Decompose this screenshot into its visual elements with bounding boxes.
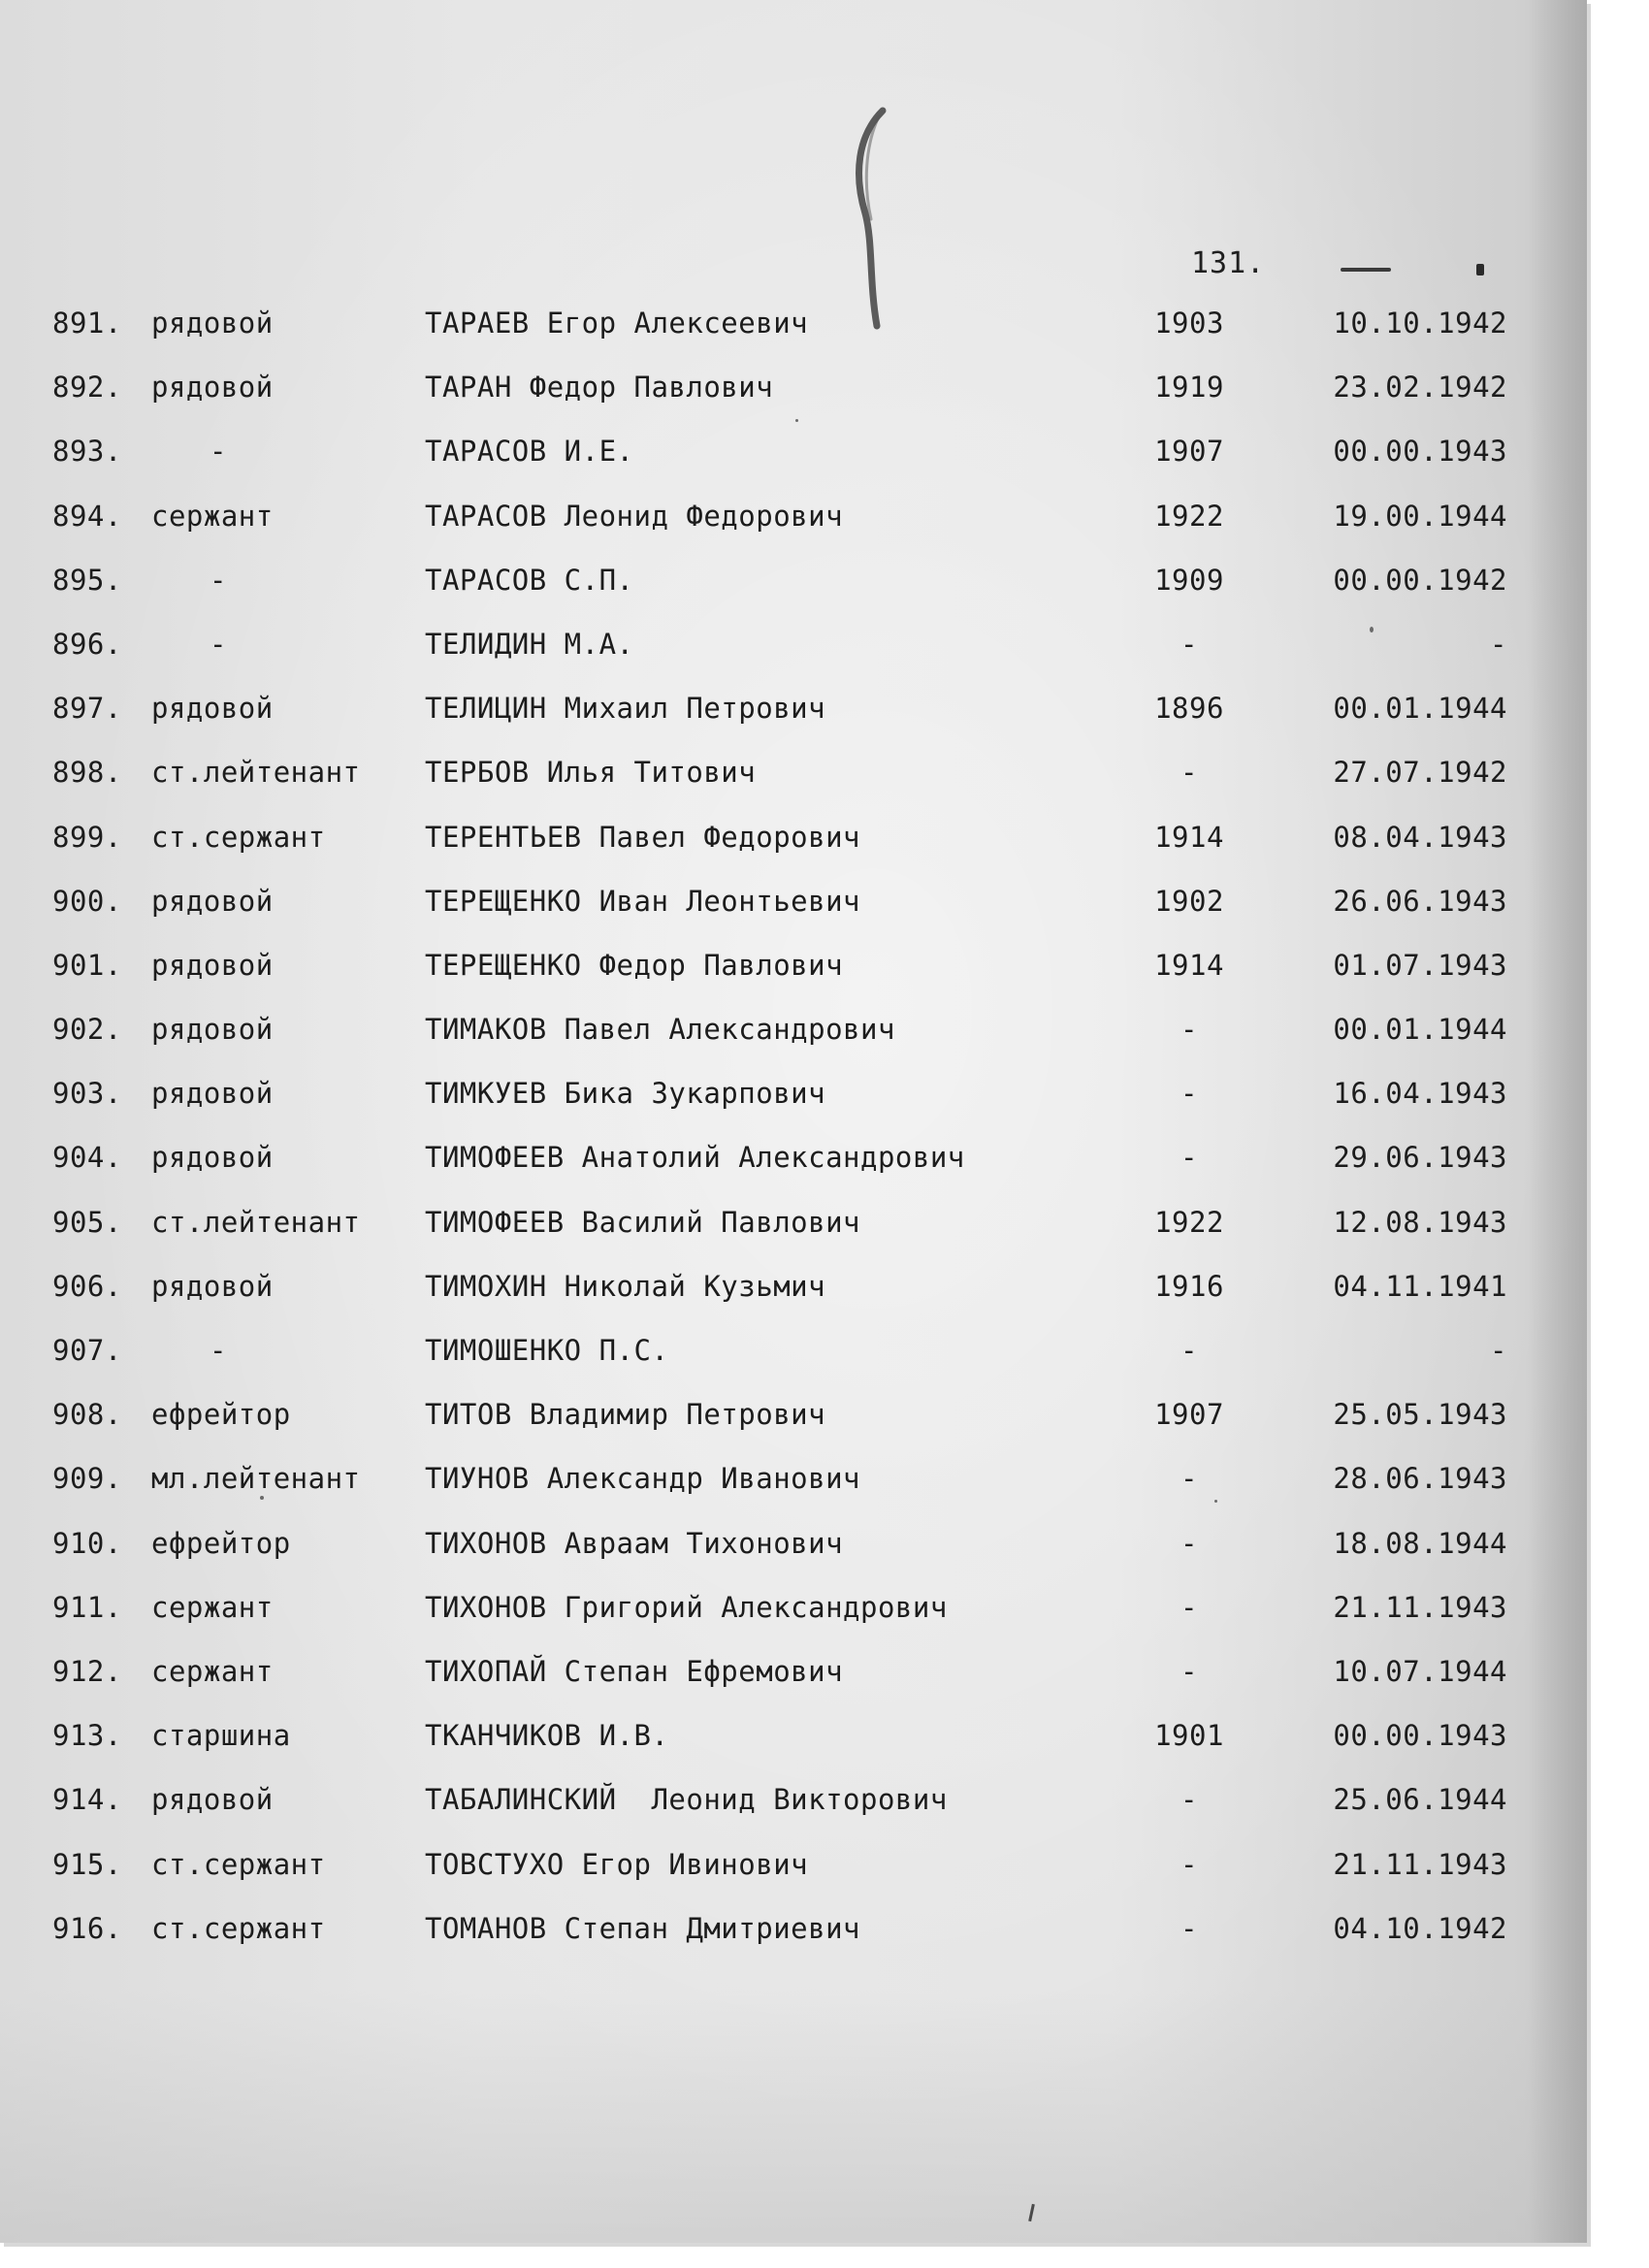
record-rank: сержант	[151, 499, 274, 533]
record-number: 916.	[52, 1911, 122, 1945]
record-rank: ст.сержант	[151, 820, 326, 854]
record-birth-year: 1914	[1154, 948, 1224, 982]
table-row	[0, 307, 1587, 371]
record-birth-year: -	[1180, 1013, 1198, 1047]
record-number: 900.	[52, 884, 122, 918]
record-birth-year: -	[1180, 1847, 1198, 1881]
record-name: ТИМОФЕЕВ Василий Павлович	[425, 1205, 860, 1239]
record-date: 28.06.1943	[1333, 1462, 1507, 1496]
copy-speck	[260, 1496, 264, 1500]
record-date: 27.07.1942	[1333, 756, 1507, 790]
record-name: ТИХОНОВ Авраам Тихонович	[425, 1526, 844, 1560]
page-corner-mark	[1476, 264, 1484, 275]
table-row	[0, 1912, 1587, 1976]
table-row	[0, 371, 1587, 435]
record-name: ТИХОНОВ Григорий Александрович	[425, 1590, 948, 1624]
record-date: 04.11.1941	[1333, 1269, 1507, 1303]
table-row	[0, 1719, 1587, 1783]
record-name: ТОМАНОВ Степан Дмитриевич	[425, 1911, 860, 1945]
copy-speck	[1214, 1500, 1217, 1503]
record-number: 899.	[52, 820, 122, 854]
record-birth-year: 1902	[1154, 884, 1224, 918]
table-row	[0, 692, 1587, 756]
table-row	[0, 1013, 1587, 1077]
record-rank: рядовой	[151, 1013, 274, 1047]
record-date: 00.00.1942	[1333, 563, 1507, 597]
table-row	[0, 1848, 1587, 1912]
record-date: -	[1490, 627, 1507, 661]
record-rank: -	[210, 627, 227, 661]
record-name: ТОВСТУХО Егор Ивинович	[425, 1847, 809, 1881]
record-rank: ст.лейтенант	[151, 1205, 361, 1239]
record-name: ТАРАСОВ И.Е.	[425, 435, 634, 469]
record-rank: мл.лейтенант	[151, 1462, 361, 1496]
record-number: 910.	[52, 1526, 122, 1560]
record-number: 911.	[52, 1590, 122, 1624]
record-name: ТИТОВ Владимир Петрович	[425, 1398, 826, 1432]
record-name: ТЕРЕНТЬЕВ Павел Федорович	[425, 820, 860, 854]
record-number: 908.	[52, 1398, 122, 1432]
record-rank: рядовой	[151, 307, 274, 340]
record-number: 893.	[52, 435, 122, 469]
copy-shading	[0, 1991, 1587, 2243]
record-rank: ефрейтор	[151, 1398, 291, 1432]
record-rank: -	[210, 563, 227, 597]
record-rank: рядовой	[151, 1269, 274, 1303]
record-number: 905.	[52, 1205, 122, 1239]
record-rank: ст.сержант	[151, 1847, 326, 1881]
record-name: ТИМОФЕЕВ Анатолий Александрович	[425, 1141, 965, 1175]
table-row	[0, 1783, 1587, 1847]
record-name: ТЕРБОВ Илья Титович	[425, 756, 757, 790]
record-date: 01.07.1943	[1333, 948, 1507, 982]
table-row	[0, 1077, 1587, 1141]
table-row	[0, 1206, 1587, 1270]
table-row	[0, 564, 1587, 628]
casualty-list	[0, 307, 1587, 1976]
record-rank: рядовой	[151, 884, 274, 918]
record-number: 912.	[52, 1654, 122, 1688]
record-number: 892.	[52, 371, 122, 405]
table-row	[0, 756, 1587, 820]
record-number: 909.	[52, 1462, 122, 1496]
record-date: 04.10.1942	[1333, 1911, 1507, 1945]
record-number: 907.	[52, 1334, 122, 1367]
table-row	[0, 1334, 1587, 1398]
record-number: 896.	[52, 627, 122, 661]
record-number: 906.	[52, 1269, 122, 1303]
record-date: 00.00.1943	[1333, 1719, 1507, 1753]
pen-stroke-mark	[844, 107, 902, 330]
record-number: 901.	[52, 948, 122, 982]
record-rank: сержант	[151, 1590, 274, 1624]
record-birth-year: -	[1180, 1334, 1198, 1367]
record-birth-year: 1919	[1154, 371, 1224, 405]
table-row	[0, 885, 1587, 949]
table-row	[0, 949, 1587, 1013]
record-name: ТЕРЕЩЕНКО Иван Леонтьевич	[425, 884, 860, 918]
record-name: ТАБАЛИНСКИЙ Леонид Викторович	[425, 1783, 948, 1817]
record-rank: -	[210, 435, 227, 469]
record-rank: рядовой	[151, 1783, 274, 1817]
record-date: 12.08.1943	[1333, 1205, 1507, 1239]
record-name: ТЕЛИЦИН Михаил Петрович	[425, 692, 826, 726]
record-date: 18.08.1944	[1333, 1526, 1507, 1560]
record-date: 10.07.1944	[1333, 1654, 1507, 1688]
table-row	[0, 821, 1587, 885]
record-name: ТЕРЕЩЕНКО Федор Павлович	[425, 948, 844, 982]
record-birth-year: 1907	[1154, 435, 1224, 469]
record-number: 895.	[52, 563, 122, 597]
record-rank: ефрейтор	[151, 1526, 291, 1560]
record-number: 894.	[52, 499, 122, 533]
page-number: 131.	[1191, 246, 1266, 280]
record-date: 16.04.1943	[1333, 1077, 1507, 1111]
record-birth-year: 1896	[1154, 692, 1224, 726]
record-name: ТИМОХИН Николай Кузьмич	[425, 1269, 826, 1303]
table-row	[0, 435, 1587, 499]
record-birth-year: 1922	[1154, 499, 1224, 533]
record-birth-year: -	[1180, 1462, 1198, 1496]
record-date: -	[1490, 1334, 1507, 1367]
record-birth-year: -	[1180, 1141, 1198, 1175]
record-number: 914.	[52, 1783, 122, 1817]
record-date: 25.05.1943	[1333, 1398, 1507, 1432]
record-rank: рядовой	[151, 1141, 274, 1175]
record-name: ТАРАЕВ Егор Алексеевич	[425, 307, 809, 340]
record-date: 19.00.1944	[1333, 499, 1507, 533]
table-row	[0, 1398, 1587, 1462]
record-name: ТИМАКОВ Павел Александрович	[425, 1013, 895, 1047]
record-birth-year: 1907	[1154, 1398, 1224, 1432]
table-row	[0, 1655, 1587, 1719]
record-rank: рядовой	[151, 948, 274, 982]
record-rank: ст.сержант	[151, 1911, 326, 1945]
record-rank: старшина	[151, 1719, 291, 1753]
record-name: ТАРАСОВ С.П.	[425, 563, 634, 597]
record-birth-year: -	[1180, 1783, 1198, 1817]
record-number: 898.	[52, 756, 122, 790]
record-number: 897.	[52, 692, 122, 726]
record-birth-year: -	[1180, 1526, 1198, 1560]
copy-speck	[1370, 627, 1374, 632]
record-number: 904.	[52, 1141, 122, 1175]
table-row	[0, 1527, 1587, 1591]
page-number-dash-mark	[1341, 268, 1391, 272]
record-rank: ст.лейтенант	[151, 756, 361, 790]
record-number: 902.	[52, 1013, 122, 1047]
record-date: 25.06.1944	[1333, 1783, 1507, 1817]
record-birth-year: -	[1180, 1590, 1198, 1624]
copy-speck	[795, 419, 798, 422]
record-rank: рядовой	[151, 1077, 274, 1111]
record-birth-year: -	[1180, 756, 1198, 790]
record-birth-year: 1922	[1154, 1205, 1224, 1239]
record-number: 903.	[52, 1077, 122, 1111]
record-date: 21.11.1943	[1333, 1847, 1507, 1881]
record-name: ТИМКУЕВ Бика Зукарпович	[425, 1077, 826, 1111]
record-name: ТАРАН Федор Павлович	[425, 371, 774, 405]
record-birth-year: -	[1180, 1911, 1198, 1945]
record-date: 23.02.1942	[1333, 371, 1507, 405]
table-row	[0, 628, 1587, 692]
record-date: 21.11.1943	[1333, 1590, 1507, 1624]
record-rank: -	[210, 1334, 227, 1367]
table-row	[0, 1462, 1587, 1526]
record-number: 915.	[52, 1847, 122, 1881]
table-row	[0, 500, 1587, 564]
record-birth-year: -	[1180, 1654, 1198, 1688]
record-rank: рядовой	[151, 371, 274, 405]
record-name: ТКАНЧИКОВ И.В.	[425, 1719, 669, 1753]
record-name: ТАРАСОВ Леонид Федорович	[425, 499, 844, 533]
table-row	[0, 1141, 1587, 1205]
record-number: 913.	[52, 1719, 122, 1753]
record-name: ТИМОШЕНКО П.С.	[425, 1334, 669, 1367]
record-birth-year: 1903	[1154, 307, 1224, 340]
record-date: 26.06.1943	[1333, 884, 1507, 918]
record-birth-year: -	[1180, 1077, 1198, 1111]
record-rank: сержант	[151, 1654, 274, 1688]
record-birth-year: 1914	[1154, 820, 1224, 854]
record-birth-year: 1916	[1154, 1269, 1224, 1303]
record-date: 00.01.1944	[1333, 1013, 1507, 1047]
record-date: 00.00.1943	[1333, 435, 1507, 469]
table-row	[0, 1270, 1587, 1334]
record-rank: рядовой	[151, 692, 274, 726]
record-name: ТИХОПАЙ Степан Ефремович	[425, 1654, 844, 1688]
record-birth-year: 1909	[1154, 563, 1224, 597]
record-number: 891.	[52, 307, 122, 340]
record-birth-year: 1901	[1154, 1719, 1224, 1753]
record-date: 10.10.1942	[1333, 307, 1507, 340]
record-date: 08.04.1943	[1333, 820, 1507, 854]
record-name: ТИУНОВ Александр Иванович	[425, 1462, 860, 1496]
record-date: 29.06.1943	[1333, 1141, 1507, 1175]
record-name: ТЕЛИДИН М.А.	[425, 627, 634, 661]
record-birth-year: -	[1180, 627, 1198, 661]
table-row	[0, 1591, 1587, 1655]
record-date: 00.01.1944	[1333, 692, 1507, 726]
